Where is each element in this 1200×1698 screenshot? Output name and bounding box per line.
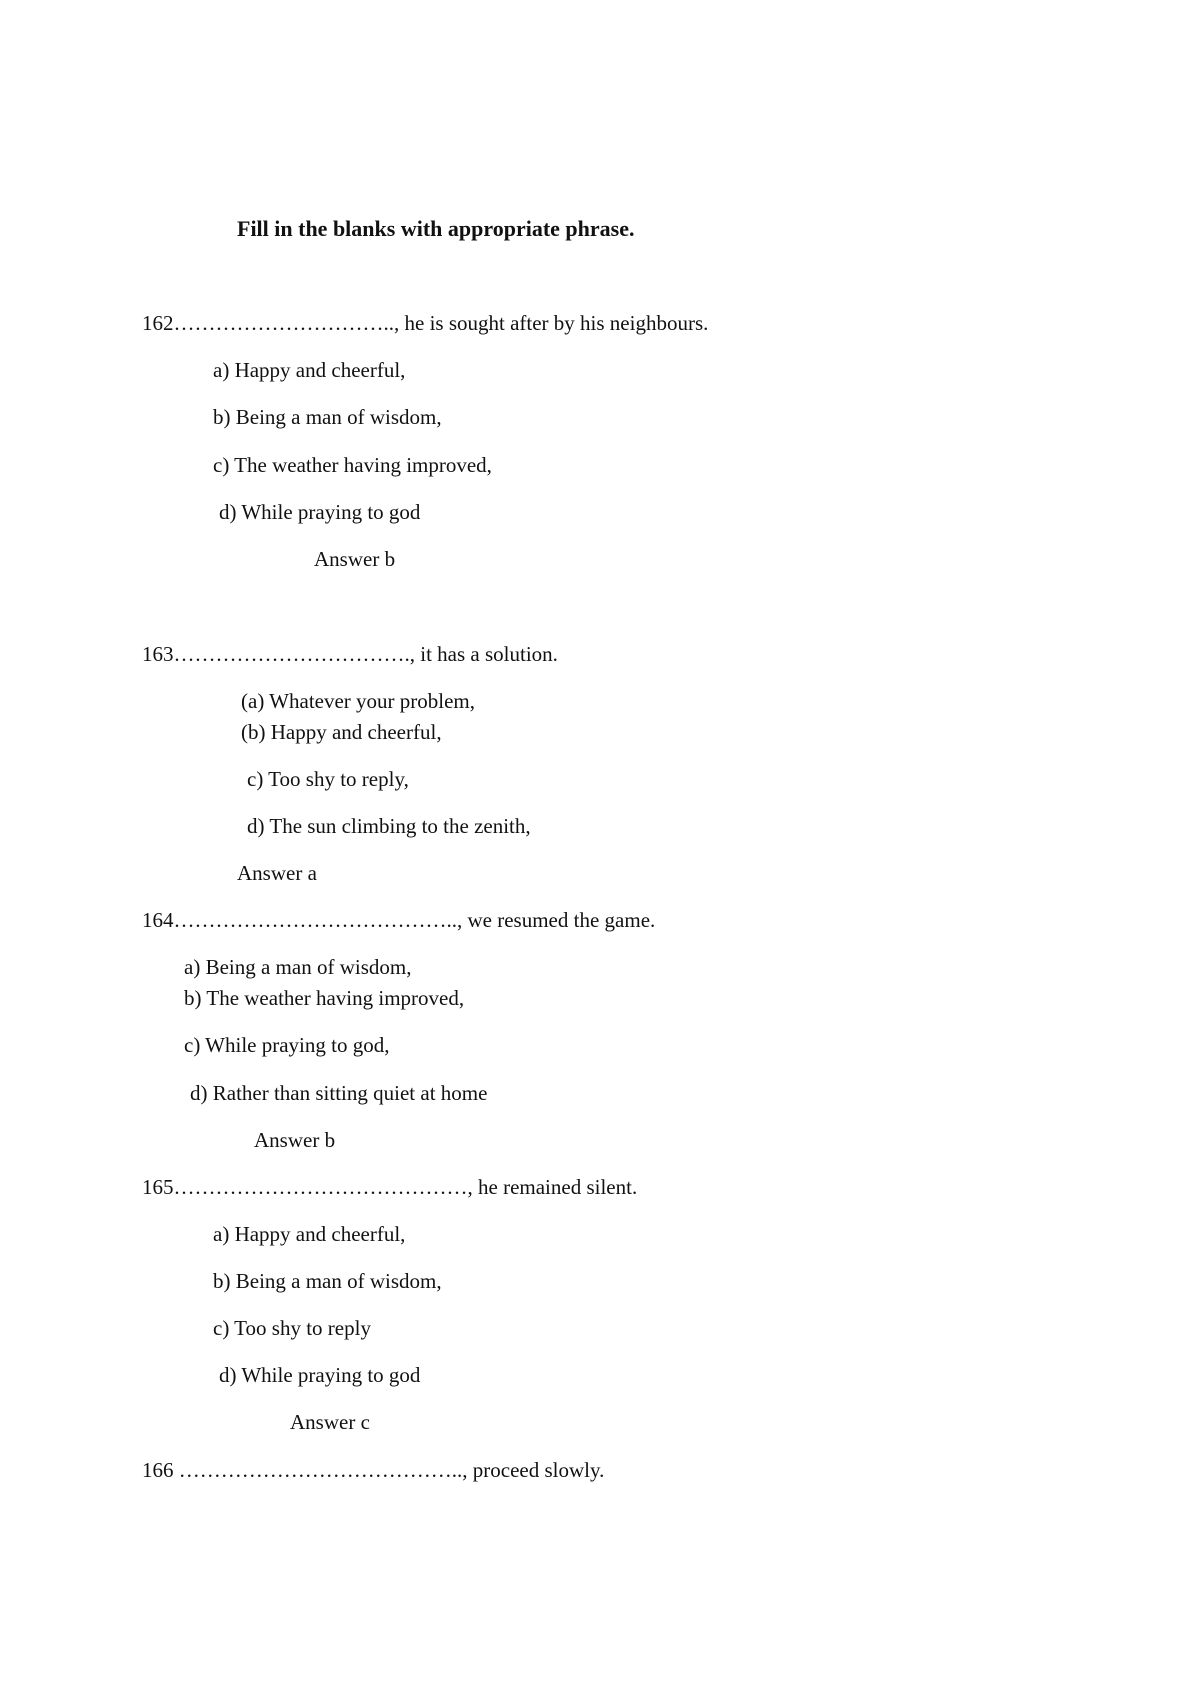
option-c: c) While praying to god, [184, 1033, 390, 1057]
question-stem: 166 ………………………………….., proceed slowly. [142, 1458, 605, 1482]
option-d: d) Rather than sitting quiet at home [190, 1081, 488, 1105]
option-a: a) Happy and cheerful, [213, 358, 406, 382]
option-d: d) While praying to god [219, 500, 421, 524]
answer-text: Answer b [254, 1128, 336, 1152]
question-stem: 162………………………….., he is sought after by his neighbours. [142, 311, 709, 335]
option-b: b) Being a man of wisdom, [213, 1269, 442, 1293]
option-c: c) Too shy to reply [213, 1316, 371, 1340]
option-b: b) Being a man of wisdom, [213, 405, 442, 429]
question-stem: 165……………………………………, he remained silent. [142, 1175, 638, 1199]
option-b: b) The weather having improved, [184, 986, 465, 1010]
option-a: a) Happy and cheerful, [213, 1222, 406, 1246]
question-stem: 163……………………………., it has a solution. [142, 642, 558, 666]
option-a: a) Being a man of wisdom, [184, 955, 412, 979]
answer-text: Answer b [314, 547, 396, 571]
option-c: c) Too shy to reply, [247, 767, 409, 791]
option-d: d) While praying to god [219, 1363, 421, 1387]
answer-text: Answer c [290, 1410, 370, 1434]
option-c: c) The weather having improved, [213, 453, 492, 477]
question-stem: 164………………………………….., we resumed the game. [142, 908, 656, 932]
page-heading: Fill in the blanks with appropriate phrase. [237, 216, 635, 241]
answer-text: Answer a [237, 861, 317, 885]
option-a: (a) Whatever your problem, [241, 689, 476, 713]
option-b: (b) Happy and cheerful, [241, 720, 442, 744]
option-d: d) The sun climbing to the zenith, [247, 814, 531, 838]
